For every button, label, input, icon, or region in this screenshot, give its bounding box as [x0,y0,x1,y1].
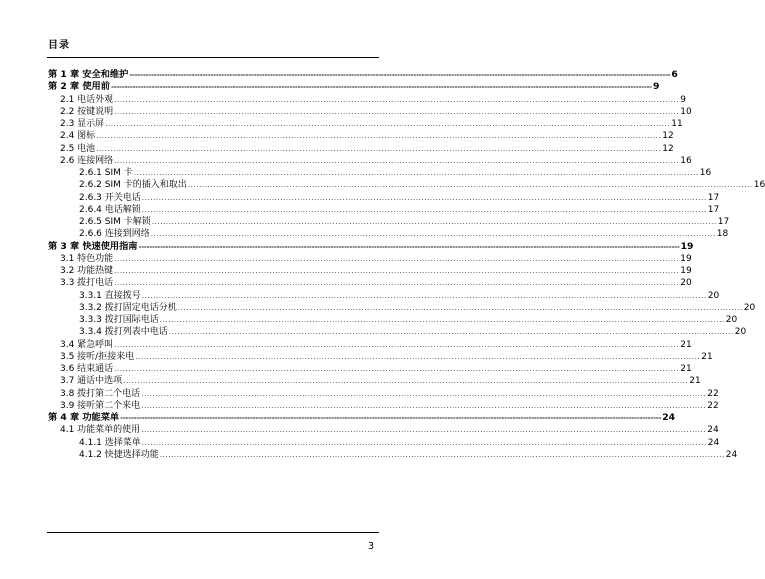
toc-leader-dots: ........................................................................................................................................................................................................ [114,340,680,349]
toc-leader-dots: ........................................................................................................................................................................................................ [135,352,701,361]
toc-entry[interactable] [0,363,692,375]
toc-entry-page: 12 [662,131,674,142]
toc-leader-dots: ........................................................................................................................................................................................................ [96,132,662,141]
header-rule [47,57,379,58]
toc-entry-label: 3.3.3 拨打国际电话 [79,315,159,325]
toc-entry-page: 12 [662,143,674,154]
toc-leader-dots: ........................................................................................................................................................................................................ [141,193,707,202]
toc-entry-label: 3.8 拨打第二个电话 [60,388,141,399]
toc-entry-label: 4.1 功能菜单的使用 [60,425,141,436]
toc-entry[interactable] [0,449,738,461]
toc-entry-label: 2.4 图标 [60,131,96,142]
toc-leader-dots: ........................................................................................................................................................................................................ [114,107,680,116]
toc-leader-dots: -------------------------------------------------------------------------------------------------------------------------------------------------------------------------------------------------------- [138,242,680,251]
toc-entry-page: 11 [671,119,683,129]
toc-entry[interactable] [0,228,729,240]
toc-entry-label: 4.1.1 选择菜单 [79,437,141,448]
toc-entry[interactable] [0,253,692,265]
toc-entry[interactable] [0,240,694,253]
toc-entry-page: 20 [707,290,720,301]
toc-entry[interactable] [0,375,701,387]
toc-entry[interactable] [0,179,765,191]
toc-entry-label: 2.2 按键说明 [60,106,114,117]
toc-leader-dots: ........................................................................................................................................................................................................ [141,291,707,300]
toc-entry-label: 2.6 连接网络 [60,155,114,166]
toc-entry[interactable] [0,351,713,363]
toc-leader-dots: ........................................................................................................................................................................................................ [114,279,680,288]
toc-entry-page: 16 [699,168,712,178]
toc-leader-dots: ........................................................................................................................................................................................................ [141,401,707,410]
toc-leader-dots: ........................................................................................................................................................................................................ [114,95,680,104]
toc-leader-dots: ........................................................................................................................................................................................................ [150,230,716,239]
toc-entry[interactable] [0,204,720,216]
toc-entry[interactable] [0,216,730,228]
toc-entry-label: 第 4 章 功能菜单 [48,412,120,423]
toc-entry[interactable] [0,290,720,302]
toc-entry-label: 2.6.5 SIM 卡解锁 [79,217,151,227]
toc-entry-page: 17 [717,217,730,227]
toc-entry-label: 2.3 显示屏 [60,119,105,129]
toc-entry-label: 3.5 接听/拒接来电 [60,351,135,362]
toc-entry-page: 21 [689,376,701,387]
toc-entry[interactable] [0,81,660,93]
toc-entry-label: 2.6.2 SIM 卡的插入和取出 [79,180,187,191]
toc-entry[interactable] [0,106,692,118]
toc-entry-page: 21 [680,339,692,350]
toc-entry[interactable] [0,94,686,106]
toc-entry-label: 2.6.3 开关电话 [79,192,141,203]
toc-leader-dots: ........................................................................................................................................................................................................ [168,328,734,337]
toc-entry-page: 10 [680,106,692,117]
toc-entry-page: 22 [707,388,719,399]
table-of-contents [0,69,765,461]
toc-entry-label: 3.3.4 拨打列表中电话 [79,327,168,338]
toc-entry-label: 3.1 特色功能 [60,253,114,264]
toc-entry-label: 第 2 章 使用前 [48,81,110,93]
toc-leader-dots: -------------------------------------------------------------------------------------------------------------------------------------------------------------------------------------------------------- [120,414,662,422]
toc-title: 目录 [48,40,70,51]
toc-entry-label: 2.6.1 SIM 卡 [79,168,133,178]
toc-entry-label: 2.5 电池 [60,143,96,154]
toc-entry[interactable] [0,277,692,289]
toc-entry-page: 19 [680,240,694,252]
toc-entry-label: 4.1.2 快捷选择功能 [79,449,159,460]
toc-entry-label: 3.3.1 直接拨号 [79,290,141,301]
toc-entry-label: 2.1 电话外观 [60,94,114,105]
toc-entry[interactable] [0,326,747,338]
toc-leader-dots: ........................................................................................................................................................................................................ [133,169,699,177]
toc-leader-dots: ........................................................................................................................................................................................................ [187,181,753,190]
toc-leader-dots: ........................................................................................................................................................................................................ [141,205,707,214]
toc-entry-label: 3.9 接听第二个来电 [60,400,141,411]
toc-entry[interactable] [0,155,692,167]
toc-leader-dots: ........................................................................................................................................................................................................ [177,303,743,312]
toc-entry[interactable] [0,339,692,351]
toc-entry-page: 9 [653,81,660,93]
toc-entry-page: 20 [743,302,756,313]
toc-leader-dots: ........................................................................................................................................................................................................ [123,377,689,386]
toc-leader-dots: ........................................................................................................................................................................................................ [105,120,671,128]
toc-leader-dots: ........................................................................................................................................................................................................ [114,156,680,165]
toc-leader-dots: ........................................................................................................................................................................................................ [114,267,680,275]
toc-entry[interactable] [0,314,738,326]
toc-entry-page: 6 [671,69,678,80]
toc-entry[interactable] [0,437,720,449]
toc-entry[interactable] [0,118,683,130]
toc-entry-page: 21 [680,364,692,374]
toc-entry-label: 3.6 结束通话 [60,364,114,374]
toc-entry-page: 16 [680,155,692,166]
toc-entry-page: 21 [701,351,713,362]
toc-entry[interactable] [0,412,675,424]
toc-entry[interactable] [0,400,719,412]
toc-entry-page: 18 [716,229,729,240]
toc-leader-dots: -------------------------------------------------------------------------------------------------------------------------------------------------------------------------------------------------------- [129,71,671,79]
toc-entry[interactable] [0,69,678,81]
toc-entry[interactable] [0,192,720,204]
toc-leader-dots: ........................................................................................................................................................................................................ [151,218,717,226]
toc-leader-dots: ........................................................................................................................................................................................................ [159,450,725,459]
toc-entry-page: 24 [707,437,720,448]
toc-leader-dots: ........................................................................................................................................................................................................ [141,426,707,435]
toc-leader-dots: ........................................................................................................................................................................................................ [141,438,707,447]
footer-rule [47,532,379,533]
toc-leader-dots: ........................................................................................................................................................................................................ [96,144,662,153]
toc-entry-label: 3.3.2 拨打固定电话分机 [79,302,177,313]
toc-entry-page: 19 [680,253,692,264]
toc-entry-page: 20 [725,315,738,325]
toc-entry-label: 2.6.6 连接到网络 [79,229,150,240]
toc-entry-page: 20 [734,327,747,338]
toc-entry-label: 第 3 章 快速使用指南 [48,240,138,252]
toc-entry-label: 3.7 通话中选项 [60,376,123,387]
toc-entry-page: 24 [662,412,675,423]
toc-entry[interactable] [0,302,756,314]
toc-entry-label: 第 1 章 安全和维护 [48,69,129,80]
toc-entry[interactable] [0,388,719,400]
toc-entry[interactable] [0,130,674,142]
toc-entry-page: 9 [680,94,686,105]
toc-entry-page: 19 [680,266,692,276]
toc-leader-dots: -------------------------------------------------------------------------------------------------------------------------------------------------------------------------------------------------------- [110,83,652,92]
toc-entry[interactable] [0,167,712,179]
toc-entry-page: 16 [753,180,765,191]
toc-leader-dots: ........................................................................................................................................................................................................ [141,389,707,398]
toc-entry[interactable] [0,424,719,436]
toc-entry-page: 17 [707,204,720,215]
toc-entry-label: 3.4 紧急呼叫 [60,339,114,350]
toc-entry-page: 20 [680,278,692,289]
toc-entry[interactable] [0,143,674,155]
toc-leader-dots: ........................................................................................................................................................................................................ [159,316,725,324]
toc-entry-page: 22 [707,400,719,411]
toc-entry-label: 2.6.4 电话解锁 [79,204,141,215]
toc-entry-label: 3.2 功能热键 [60,266,114,276]
toc-leader-dots: ........................................................................................................................................................................................................ [114,254,680,263]
toc-entry-page: 24 [725,449,738,460]
toc-entry[interactable] [0,265,692,277]
toc-entry-page: 17 [707,192,720,203]
page-number: 3 [368,541,375,552]
toc-entry-label: 3.3 拨打电话 [60,278,114,289]
toc-leader-dots: ........................................................................................................................................................................................................ [114,365,680,373]
toc-entry-page: 24 [707,425,719,436]
